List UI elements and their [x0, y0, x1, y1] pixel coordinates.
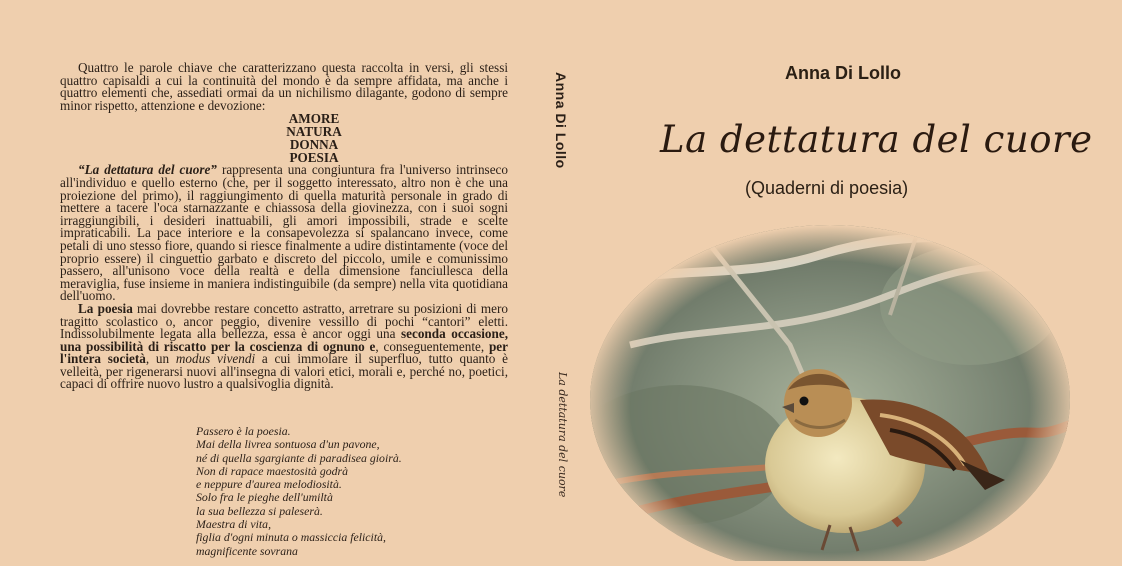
poem-excerpt [196, 425, 496, 558]
bold-text: seconda occasione, una possibilità di riscatto per la coscienza di ognuno e [60, 326, 508, 354]
paragraph-text: , conseguentemente, [375, 338, 489, 354]
poem-line: Non di rapace maestosità godrà [196, 463, 349, 478]
poem-line: Solo fra le pieghe dell'umiltà [196, 490, 333, 505]
keyword: AMORE [288, 111, 340, 127]
poem-line: Passero è la poesia. [196, 424, 291, 438]
poem-line: Mai della livrea sontuosa d'un pavone, [196, 437, 380, 452]
keyword: NATURA [286, 124, 342, 140]
back-cover-text [60, 62, 508, 391]
description-text: rappresenta una congiuntura fra l'universo intrinseco all'individuo e quello esterno (che, per il soggetto interessato, altro non è che una proiezione del primo), il raggiungimento di quella maturità personale in grado di mettere a tacere l'oca starnazzante e chiassosa della giovinezza, con i suoi sogni irraggiungibili, i desideri inattuabili, gli amori impossibili, strade e scelte impraticabili. La pace interiore e la consapevolezza si spalancano invece, come petali di uno stesso fiore, quando si riesce finalmente a udire distintamente (voce del proprio essere) il cinguettio garbato e discreto del piccolo, umile e comunissimo passero, all'unisono voce della realtà e della dimensione fanciullesca della meraviglia, fuse insieme in maniera indistinguibile (da sempre) nella vita quotidiana dell'uomo. [60, 162, 508, 304]
poem-line: e neppure d'aurea melodiosità. [196, 477, 342, 492]
poem-line: la sua bellezza si paleserà. [196, 503, 323, 518]
poem-line: magnificente sovrana [196, 543, 298, 558]
spine-author: Anna Di Lollo [553, 72, 569, 169]
poem-line: figlia d'ogni minuta o massiccia felicità, [196, 530, 386, 545]
cover-title: La dettatura del cuore [660, 118, 1093, 161]
poem-line: Maestra di vita, [196, 517, 272, 532]
poem-line: né di quella sgargiante di paradisea gioirà. [196, 450, 402, 465]
cover-author: Anna Di Lollo [785, 63, 901, 83]
keywords-list [120, 112, 508, 164]
intro-paragraph: Quattro le parole chiave che caratterizzano questa raccolta in versi, gli stessi quattro capisaldi a cui la continuità del mondo è da sempre affidata, ma anche i quattro elementi che, assediati ormai da un nichilismo dilagante, godono di sempre minor rispetto, attenzione e devozione: [60, 60, 508, 113]
paragraph-text: , un [145, 351, 176, 367]
keyword: POESIA [289, 150, 339, 166]
bold-text: La poesia [78, 300, 133, 316]
italic-text: modus vivendi [175, 351, 256, 367]
paragraph-text: a cui immolare il superfluo, tutto quanto è velleità, per rigenerarsi nuovi all'insegna di valori etici, morali e, perché no, poetici, capaci di offrire nuovo lustro a qualsivoglia dignità. [60, 351, 509, 392]
cover-subtitle: (Quaderni di poesia) [745, 178, 909, 198]
poetry-paragraph [60, 300, 509, 392]
keyword: DONNA [289, 137, 339, 153]
book-title-quote: “La dettatura del cuore” [78, 162, 217, 178]
paragraph-text: mai dovrebbe restare concetto astratto, arretrare su posizioni di mero tragitto scolastico o, ancor peggio, divenire vessillo di pochi “cantori” eletti. Indissolubilmente legata alla bellezza, essa è ancor oggi una [60, 300, 508, 342]
description-paragraph [60, 164, 508, 303]
bold-text: per l'intera società [60, 338, 508, 367]
spine-title: La dettatura del cuore [556, 372, 569, 498]
sparrow-photo [590, 225, 1070, 566]
